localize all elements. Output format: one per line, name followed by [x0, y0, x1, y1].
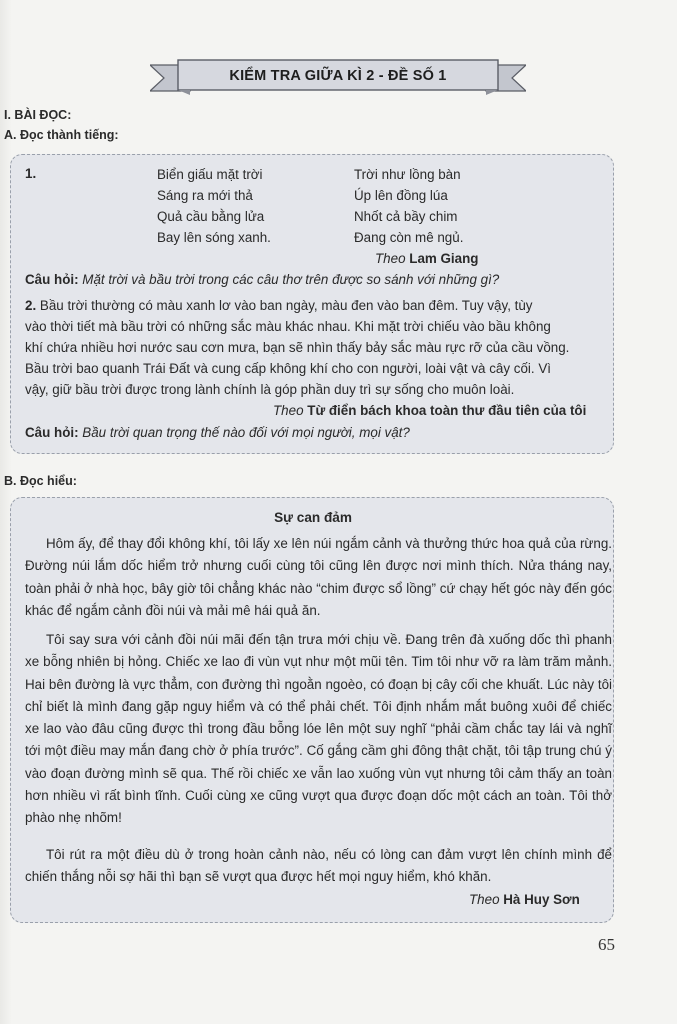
poem-line: Biển giấu mặt trời [157, 167, 263, 182]
item-number: 1. [25, 166, 37, 181]
question-2 [25, 422, 410, 444]
poem-source [375, 248, 478, 270]
source-author: Lam Giang [409, 251, 479, 266]
question-1 [25, 269, 499, 291]
part-b-heading: B. Đọc hiểu: [4, 474, 77, 488]
source-author: Từ điển bách khoa toàn thư đầu tiên của tôi [307, 403, 587, 418]
poem-line: Trời như lồng bàn [354, 167, 461, 182]
item-number: 2. [25, 298, 37, 313]
poem-line: Úp lên đồng lúa [354, 188, 448, 203]
item2-line: vào thời tiết mà bầu trời có những sắc màu khác nhau. Khi mặt trời chiếu vào bầu không [25, 319, 551, 334]
poem-line: Quả cầu bằng lửa [157, 209, 265, 224]
part-a-heading: A. Đọc thành tiếng: [4, 128, 119, 142]
story-paragraph: Hôm ấy, để thay đổi không khí, tôi lấy xe lên núi ngắm cảnh và thưởng thức hoa quả của rừng. Đường núi lắm dốc hiểm trở nhưng cuối cùng tôi cũng lên được nơi mình thích. Nửa tháng nay, toàn phải ở nhà học, bây giờ tôi chẳng khác nào “chim được sổ lồng” cứ chạy hết góc này đến góc khác để ngắm cảnh đồi núi và mải mê hái quả ăn. [25, 536, 612, 618]
question-text: Mặt trời và bầu trời trong các câu thơ trên được so sánh với những gì? [82, 272, 500, 287]
story-paragraph: Tôi rút ra một điều dù ở trong hoàn cảnh nào, nếu có lòng can đảm vượt lên chính mình để chiến thắng nỗi sợ hãi thì bạn sẽ vượt qua được hết mọi nguy hiểm, khó khăn. [25, 847, 612, 885]
section-i-heading: I. BÀI ĐỌC: [4, 108, 72, 122]
item2-source [273, 400, 586, 422]
item2-text: Bầu trời thường có màu xanh lơ vào ban ngày, màu đen vào ban đêm. Tuy vậy, tùy [39, 298, 533, 313]
question-label: Câu hỏi: [25, 272, 79, 287]
source-author: Hà Huy Sơn [503, 892, 580, 907]
source-prefix: Theo [375, 251, 406, 266]
poem-line: Nhốt cả bầy chim [354, 209, 458, 224]
page-title: KIỂM TRA GIỮA KÌ 2 - ĐỀ SỐ 1 [229, 68, 447, 84]
source-prefix: Theo [469, 892, 500, 907]
reading-aloud-panel [10, 154, 614, 454]
poem-line: Đang còn mê ngủ. [354, 230, 464, 245]
page-number: 65 [598, 935, 615, 954]
poem-line: Bay lên sóng xanh. [157, 230, 271, 245]
item2-line: Bầu trời bao quanh Trái Đất và cung cấp không khí cho con người, loài vật và cây cối. Vì [25, 361, 551, 376]
question-label: Câu hỏi: [25, 425, 79, 440]
item2-line: khí chứa nhiều hơi nước sau cơn mưa, bạn sẽ nhìn thấy bảy sắc màu rực rỡ của cầu vồng. [25, 340, 570, 355]
item2-line: vậy, giữ bầu trời được trong lành chính là góp phần duy trì sự sống cho muôn loài. [25, 382, 515, 397]
question-text: Bầu trời quan trọng thế nào đối với mọi người, mọi vật? [82, 425, 410, 440]
poem-line: Sáng ra mới thả [157, 188, 253, 203]
story-paragraph: Tôi say sưa với cảnh đồi núi mãi đến tận trưa mới chịu về. Đang trên đà xuống dốc thì phanh xe bỗng nhiên bị hỏng. Chiếc xe lao đi vùn vụt như một mũi tên. Tim tôi như vỡ ra làm trăm mảnh. Hai bên đường là vực thẳm, con đường thì ngoằn ngoèo, có đoạn bị cây cối che khuất. Lúc này tôi chỉ biết là mình đang gặp nguy hiểm và có thể phải chết. Tôi định nhắm mắt buông xuôi để chiếc xe lao vào đâu cũng được thì trong đầu bỗng lóe lên một suy nghĩ “phải cầm chắc tay lái và nghĩ tới một điều may mắn đang chờ ở phía trước”. Cố gắng cầm ghi đông thật chặt, tôi tập trung chú ý vào đoạn đường mình sẽ qua. Thế rồi chiếc xe vẫn lao xuống vùn vụt nhưng tôi cảm thấy an toàn hơn nhiều vì rất bình tĩnh. Cuối cùng xe cũng vượt qua được đoạn dốc một cách an toàn. Tôi thở phào nhẹ nhõm! [25, 632, 612, 826]
story-title: Sự can đảm [274, 510, 352, 525]
reading-comprehension-panel [10, 497, 614, 923]
item2-line [25, 295, 533, 317]
source-prefix: Theo [273, 403, 304, 418]
story-source [469, 889, 580, 911]
title-banner [150, 57, 526, 97]
